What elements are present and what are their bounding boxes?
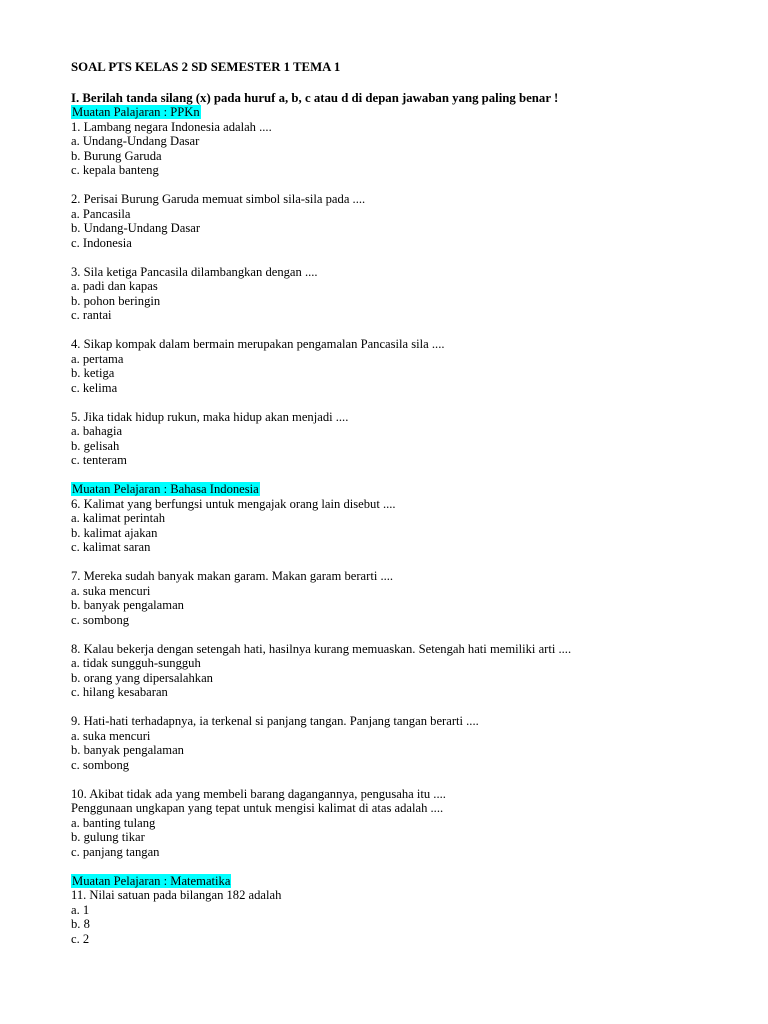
answer-option: c. panjang tangan bbox=[71, 844, 160, 859]
section-heading bbox=[71, 874, 731, 889]
question-item bbox=[71, 120, 731, 178]
sections-container bbox=[71, 105, 731, 961]
answer-option: c. 2 bbox=[71, 931, 90, 946]
answer-option: b. Burung Garuda bbox=[71, 148, 162, 163]
spacer bbox=[71, 468, 731, 483]
question-item bbox=[71, 337, 731, 395]
question-item bbox=[71, 410, 731, 468]
spacer bbox=[71, 178, 731, 193]
answer-option: b. pohon beringin bbox=[71, 293, 161, 308]
spacer bbox=[71, 946, 731, 961]
answer-option: c. sombong bbox=[71, 612, 130, 627]
answer-option: a. Pancasila bbox=[71, 206, 131, 221]
answer-option: b. banyak pengalaman bbox=[71, 743, 184, 757]
answer-option: b. gulung tikar bbox=[71, 830, 145, 844]
spacer bbox=[71, 250, 731, 265]
question-text: 10. Akibat tidak ada yang membeli barang dagangannya, pengusaha itu .... bbox=[71, 786, 446, 801]
answer-option: c. Indonesia bbox=[71, 235, 132, 250]
question-item bbox=[71, 497, 731, 555]
section-heading-highlight: Muatan Palajaran : PPKn bbox=[72, 105, 200, 119]
answer-option: b. 8 bbox=[71, 917, 90, 931]
section-block bbox=[71, 874, 731, 961]
answer-option: b. Undang-Undang Dasar bbox=[71, 221, 201, 235]
answer-option: c. kelima bbox=[71, 380, 118, 395]
answer-option: b. gelisah bbox=[71, 438, 120, 453]
spacer bbox=[71, 395, 731, 410]
question-item bbox=[71, 265, 731, 323]
instruction-text: I. Berilah tanda silang (x) pada huruf a, b, c atau d di depan jawaban yang paling benar ! bbox=[71, 90, 559, 105]
question-item bbox=[71, 888, 731, 946]
document-page bbox=[71, 60, 731, 961]
question-text: 6. Kalimat yang berfungsi untuk mengajak orang lain disebut .... bbox=[71, 496, 396, 511]
answer-option: a. bahagia bbox=[71, 424, 123, 438]
answer-option: a. tidak sungguh-sungguh bbox=[71, 656, 201, 670]
spacer bbox=[71, 859, 731, 874]
question-text: 11. Nilai satuan pada bilangan 182 adalah bbox=[71, 888, 282, 902]
question-text: 4. Sikap kompak dalam bermain merupakan pengamalan Pancasila sila .... bbox=[71, 337, 445, 351]
question-text: 7. Mereka sudah banyak makan garam. Makan garam berarti .... bbox=[71, 569, 394, 583]
answer-option: a. kalimat perintah bbox=[71, 511, 166, 525]
question-text: 8. Kalau bekerja dengan setengah hati, hasilnya kurang memuaskan. Setengah hati memiliki arti .... bbox=[71, 641, 572, 656]
page-title: SOAL PTS KELAS 2 SD SEMESTER 1 TEMA 1 bbox=[71, 60, 341, 74]
question-text: Penggunaan ungkapan yang tepat untuk mengisi kalimat di atas adalah .... bbox=[71, 801, 444, 815]
answer-option: c. kalimat saran bbox=[71, 540, 151, 554]
spacer bbox=[71, 555, 731, 570]
section-heading bbox=[71, 105, 731, 120]
answer-option: b. ketiga bbox=[71, 366, 115, 380]
section-block bbox=[71, 105, 731, 482]
spacer bbox=[71, 700, 731, 715]
answer-option: a. suka mencuri bbox=[71, 728, 151, 743]
question-item bbox=[71, 714, 731, 772]
question-text: 3. Sila ketiga Pancasila dilambangkan dengan .... bbox=[71, 264, 318, 279]
section-heading bbox=[71, 482, 731, 497]
section-heading-highlight: Muatan Pelajaran : Matematika bbox=[72, 873, 231, 888]
question-text: 9. Hati-hati terhadapnya, ia terkenal si panjang tangan. Panjang tangan berarti .... bbox=[71, 714, 479, 728]
question-item bbox=[71, 192, 731, 250]
answer-option: a. suka mencuri bbox=[71, 583, 151, 598]
section-block bbox=[71, 482, 731, 874]
answer-option: b. banyak pengalaman bbox=[71, 598, 184, 612]
answer-option: c. sombong bbox=[71, 757, 130, 772]
section-heading-highlight: Muatan Pelajaran : Bahasa Indonesia bbox=[72, 482, 259, 496]
question-item bbox=[71, 787, 731, 860]
answer-option: c. kepala banteng bbox=[71, 163, 159, 177]
answer-option: c. rantai bbox=[71, 308, 112, 322]
question-item bbox=[71, 569, 731, 627]
spacer bbox=[71, 627, 731, 642]
question-item bbox=[71, 642, 731, 700]
answer-option: b. kalimat ajakan bbox=[71, 525, 158, 540]
answer-option: a. Undang-Undang Dasar bbox=[71, 134, 200, 148]
answer-option: a. padi dan kapas bbox=[71, 279, 158, 293]
answer-option: c. hilang kesabaran bbox=[71, 685, 168, 699]
spacer bbox=[71, 772, 731, 787]
answer-option: a. 1 bbox=[71, 902, 90, 917]
answer-option: a. pertama bbox=[71, 351, 124, 366]
answer-option: a. banting tulang bbox=[71, 815, 156, 830]
spacer bbox=[71, 323, 731, 338]
answer-option: c. tenteram bbox=[71, 453, 127, 467]
question-text: 5. Jika tidak hidup rukun, maka hidup akan menjadi .... bbox=[71, 409, 349, 424]
question-text: 1. Lambang negara Indonesia adalah .... bbox=[71, 119, 272, 134]
answer-option: b. orang yang dipersalahkan bbox=[71, 670, 213, 685]
question-text: 2. Perisai Burung Garuda memuat simbol sila-sila pada .... bbox=[71, 192, 366, 206]
